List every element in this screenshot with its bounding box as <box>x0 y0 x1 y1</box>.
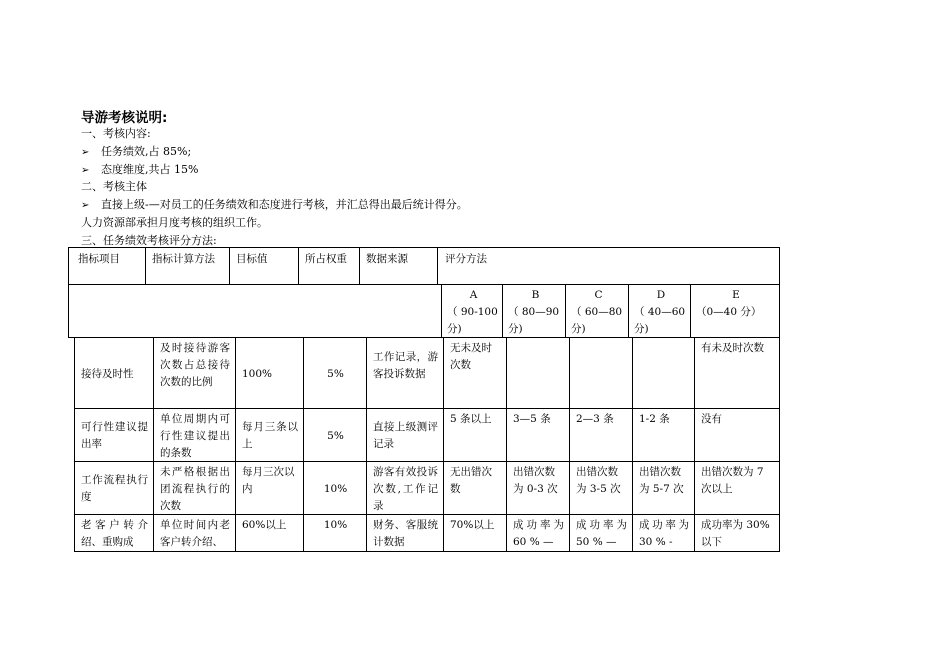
row1-source: 工作记录，游客投诉数据 <box>373 351 438 380</box>
row1-grade-d <box>634 338 694 342</box>
row4-target: 60%以上 <box>242 519 287 531</box>
header-scoring: 评分方法 <box>445 253 487 265</box>
header-source: 数据来源 <box>366 253 408 265</box>
row1-grade-e: 有未及时次数 <box>701 342 764 354</box>
page-title: 导游考核说明: <box>81 110 168 126</box>
header-method: 指标计算方法 <box>152 253 215 265</box>
grade-d: D （ 40—60 分) <box>634 289 686 335</box>
row4-item: 老客户转介绍、重购成 <box>81 519 148 548</box>
row3-method: 未严格根据出团流程执行的次数 <box>160 466 230 512</box>
bullet-line-attitude <box>81 163 198 178</box>
row4-grade-a: 70%以上 <box>450 519 495 531</box>
header-item: 指标项目 <box>78 253 120 265</box>
row3-grade-b: 出错次数为 0-3 次 <box>513 466 558 495</box>
row3-grade-e: 出错次数为 7 次以上 <box>701 466 764 495</box>
row1-grade-c <box>571 338 632 342</box>
row3-grade-a: 无出错次数 <box>450 466 492 495</box>
row2-weight: 5% <box>327 430 344 442</box>
row2-target: 每月三条以上 <box>242 421 298 450</box>
section-1-title: 一、考核内容: <box>81 127 151 140</box>
row2-grade-e: 没有 <box>701 413 722 425</box>
row1-target: 100% <box>242 368 273 380</box>
row2-grade-d: 1-2 条 <box>639 413 670 425</box>
row4-method: 单位时间内老客户转介绍、 <box>160 519 230 548</box>
row2-source: 直接上级测评记录 <box>373 421 438 450</box>
row1-grade-a: 无未及时次数 <box>450 342 492 371</box>
row2-grade-b: 3—5 条 <box>513 413 551 425</box>
row3-grade-d: 出错次数为 5-7 次 <box>639 466 684 495</box>
bullet-text: 态度维度,共占 15% <box>101 163 199 176</box>
row4-clip <box>74 515 780 551</box>
bullet-line-supervisor <box>81 198 468 213</box>
row4-source: 财务、客服统计数据 <box>373 519 438 548</box>
section-2-title: 二、考核主体 <box>81 180 147 193</box>
grade-c: C （ 60—80 分) <box>571 289 623 335</box>
row4-grade-b: 成功率为 60 % — <box>513 519 564 548</box>
bullet-text: 任务绩效,占 85%; <box>101 145 192 158</box>
row1-grade-b <box>508 338 569 342</box>
row4-weight: 10% <box>323 519 348 531</box>
grade-b: B （ 80—90 分) <box>508 289 560 335</box>
row2-method: 单位周期内可行性建议提出的条数 <box>160 413 230 459</box>
section-3-title: 三、任务绩效考核评分方法: <box>81 234 217 247</box>
header-weight: 所占权重 <box>305 253 347 265</box>
row3-weight: 10% <box>323 483 348 495</box>
row1-item: 接待及时性 <box>81 368 134 380</box>
row3-item: 工作流程执行度 <box>81 474 148 503</box>
row3-grade-c: 出错次数为 3-5 次 <box>576 466 621 495</box>
row4-grade-c: 成功率为 50 % — <box>576 519 627 548</box>
row4-grade-d: 成功率为 30 % - <box>639 519 689 548</box>
arrow-bullet-icon: ➢ <box>81 165 90 176</box>
bullet-line-task <box>81 145 191 160</box>
arrow-bullet-icon: ➢ <box>81 147 90 158</box>
arrow-bullet-icon: ➢ <box>81 200 90 211</box>
row3-target: 每月三次以内 <box>242 466 295 495</box>
row3-source: 游客有效投诉次数,工作记录 <box>373 466 438 512</box>
header-target: 目标值 <box>236 253 268 265</box>
row1-method: 及时接待游客次数占总接待次数的比例 <box>160 342 230 388</box>
bullet-text: 直接上级-—对员工的任务绩效和态度进行考核，并汇总得出最后统计得分。 <box>101 198 468 211</box>
hr-note: 人力资源部承担月度考核的组织工作。 <box>81 216 268 229</box>
row2-item: 可行性建议提出率 <box>81 421 148 450</box>
grade-e: E （0—40 分） <box>696 289 762 318</box>
row2-grade-c: 2—3 条 <box>576 413 614 425</box>
row4-grade-e: 成功率为 30% 以下 <box>701 519 770 548</box>
row1-weight: 5% <box>327 368 344 380</box>
row2-grade-a: 5 条以上 <box>450 413 492 425</box>
grade-a: A （ 90-100 分) <box>447 289 498 335</box>
